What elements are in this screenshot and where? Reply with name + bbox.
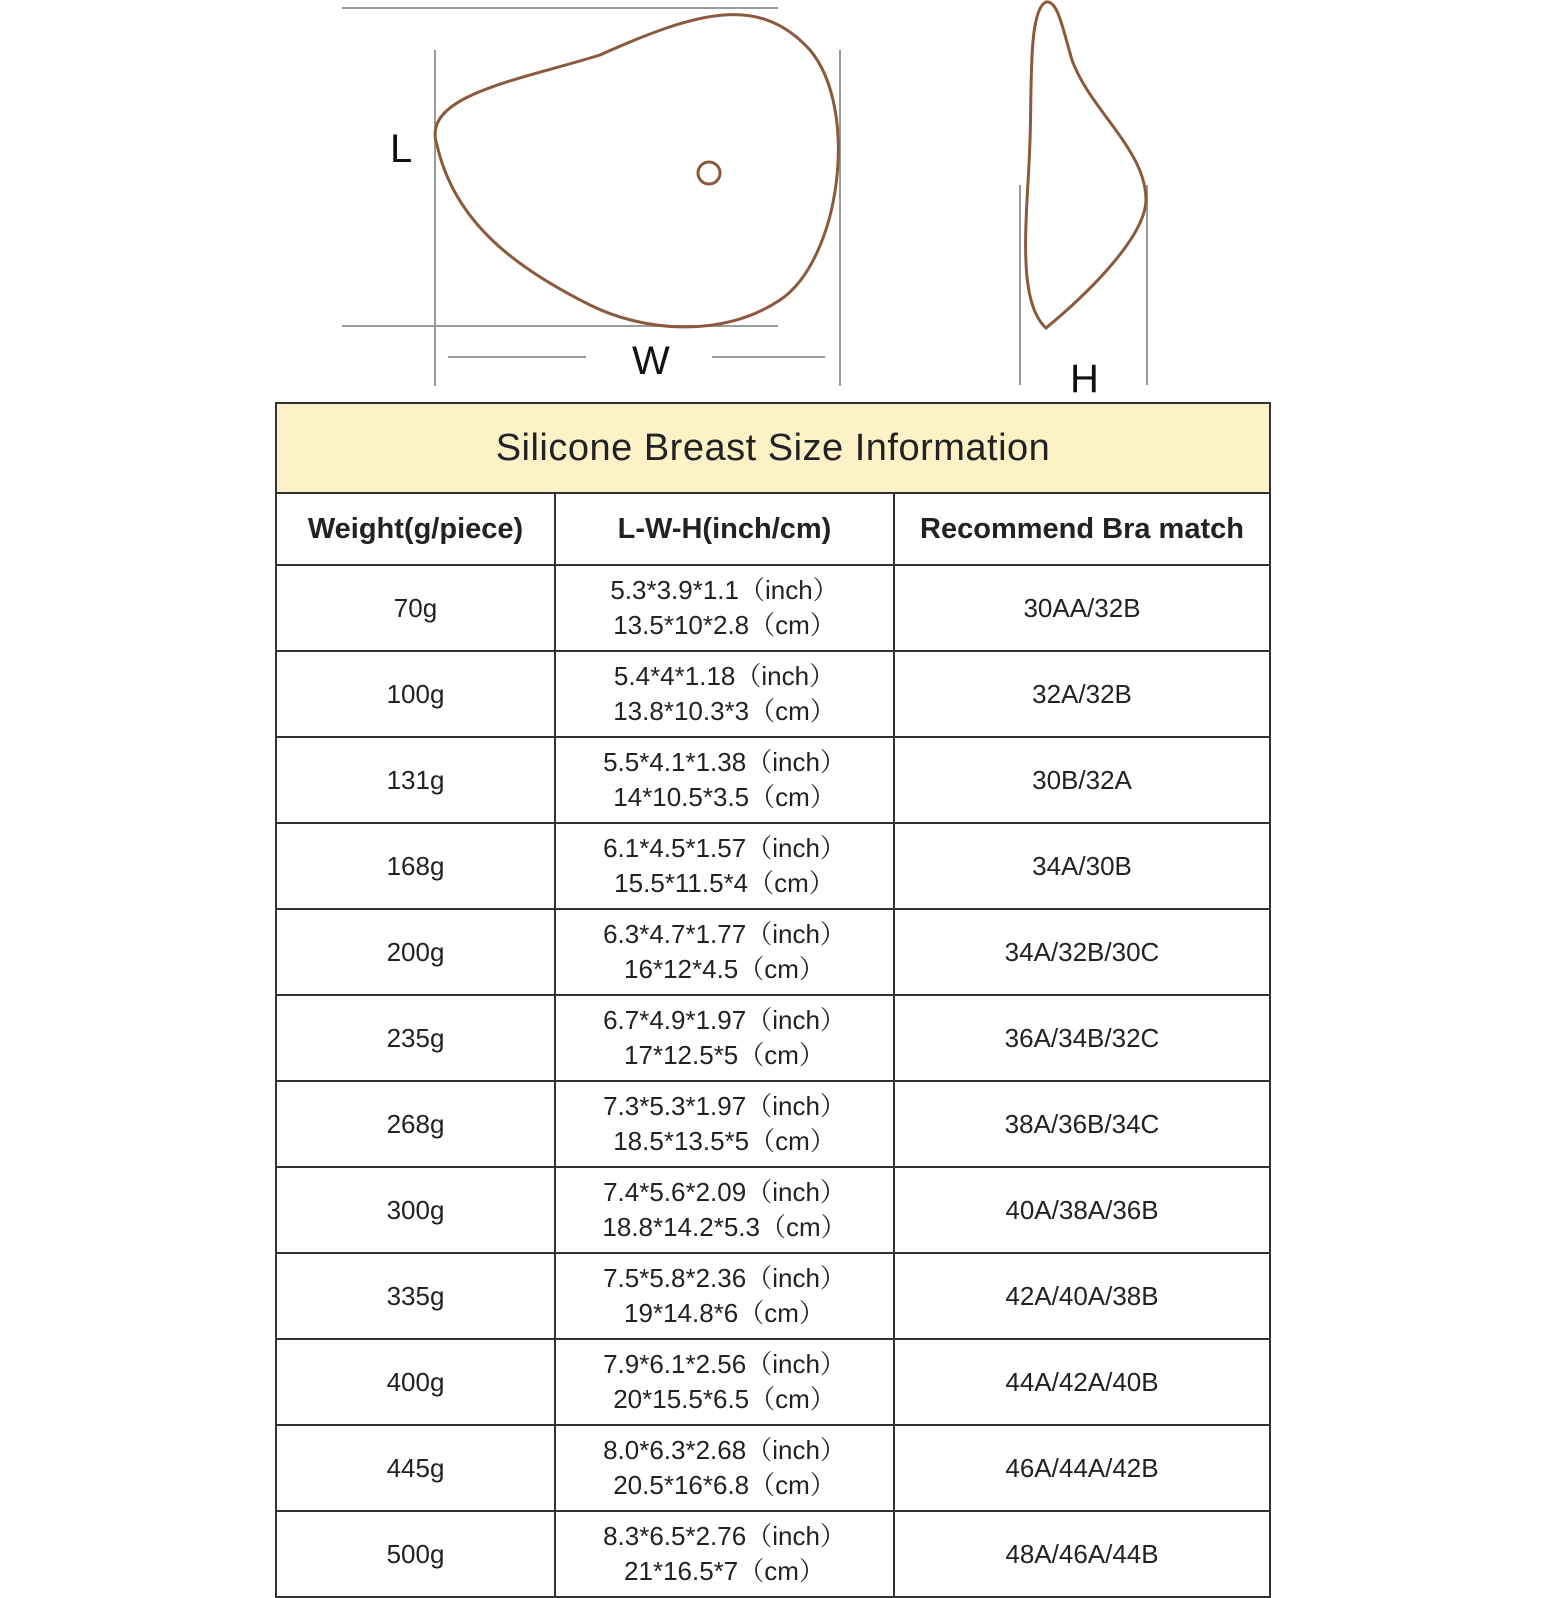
table-row <box>276 1081 1270 1167</box>
dimensions-cell <box>555 737 894 823</box>
header-weight: Weight(g/piece) <box>276 493 555 565</box>
bra-match-cell: 36A/34B/32C <box>894 995 1270 1081</box>
weight-cell: 235g <box>276 995 555 1081</box>
dimensions-cm: 13.8*10.3*3（cm） <box>613 696 836 726</box>
bra-match-cell: 38A/36B/34C <box>894 1081 1270 1167</box>
bra-match-cell: 30B/32A <box>894 737 1270 823</box>
dimensions-cm: 21*16.5*7（cm） <box>624 1556 825 1586</box>
dimensions-inch: 5.3*3.9*1.1（inch） <box>610 575 839 605</box>
table-row <box>276 995 1270 1081</box>
table-row <box>276 565 1270 651</box>
dimensions-inch: 6.3*4.7*1.77（inch） <box>603 919 846 949</box>
bra-match-cell: 40A/38A/36B <box>894 1167 1270 1253</box>
dimensions-inch: 8.3*6.5*2.76（inch） <box>603 1521 846 1551</box>
table-row <box>276 1339 1270 1425</box>
dimensions-inch: 8.0*6.3*2.68（inch） <box>603 1435 846 1465</box>
dimensions-cell <box>555 1081 894 1167</box>
shape-dimension-diagram <box>0 0 1567 400</box>
bra-match-cell: 30AA/32B <box>894 565 1270 651</box>
bra-match-cell: 32A/32B <box>894 651 1270 737</box>
table-row <box>276 909 1270 995</box>
weight-cell: 335g <box>276 1253 555 1339</box>
weight-cell: 168g <box>276 823 555 909</box>
weight-cell: 500g <box>276 1511 555 1597</box>
dimensions-cell <box>555 909 894 995</box>
dimensions-inch: 7.9*6.1*2.56（inch） <box>603 1349 846 1379</box>
front-view-guides <box>342 8 840 386</box>
bra-match-cell: 42A/40A/38B <box>894 1253 1270 1339</box>
weight-cell: 268g <box>276 1081 555 1167</box>
size-table <box>275 402 1271 1598</box>
bra-match-cell: 34A/30B <box>894 823 1270 909</box>
dimensions-cm: 20*15.5*6.5（cm） <box>613 1384 836 1414</box>
weight-cell: 131g <box>276 737 555 823</box>
table-row <box>276 823 1270 909</box>
weight-cell: 70g <box>276 565 555 651</box>
dimensions-cell <box>555 565 894 651</box>
dimensions-inch: 6.1*4.5*1.57（inch） <box>603 833 846 863</box>
table-row <box>276 1253 1270 1339</box>
header-bra-match: Recommend Bra match <box>894 493 1270 565</box>
header-dimensions: L-W-H(inch/cm) <box>555 493 894 565</box>
dimensions-cm: 19*14.8*6（cm） <box>624 1298 825 1328</box>
dimensions-cell <box>555 651 894 737</box>
dimensions-cm: 20.5*16*6.8（cm） <box>613 1470 836 1500</box>
table-row <box>276 1167 1270 1253</box>
dimensions-cell <box>555 1339 894 1425</box>
dimensions-cm: 18.5*13.5*5（cm） <box>613 1126 836 1156</box>
dimensions-cell <box>555 1511 894 1597</box>
dimensions-cell <box>555 995 894 1081</box>
side-view-outline <box>1026 2 1146 328</box>
dimensions-inch: 7.5*5.8*2.36（inch） <box>603 1263 846 1293</box>
weight-cell: 300g <box>276 1167 555 1253</box>
dimensions-cm: 15.5*11.5*4（cm） <box>614 868 835 898</box>
dimensions-cell <box>555 1167 894 1253</box>
table-row <box>276 1425 1270 1511</box>
dimensions-cell <box>555 823 894 909</box>
width-label: W <box>632 339 670 383</box>
bra-match-cell: 34A/32B/30C <box>894 909 1270 995</box>
dimensions-cm: 13.5*10*2.8（cm） <box>613 610 836 640</box>
dimensions-cm: 17*12.5*5（cm） <box>624 1040 825 1070</box>
length-label: L <box>390 127 413 171</box>
dimensions-cell <box>555 1253 894 1339</box>
dimensions-cm: 16*12*4.5（cm） <box>624 954 825 984</box>
bra-match-cell: 46A/44A/42B <box>894 1425 1270 1511</box>
weight-cell: 400g <box>276 1339 555 1425</box>
dimensions-inch: 5.5*4.1*1.38（inch） <box>603 747 846 777</box>
dimensions-inch: 5.4*4*1.18（inch） <box>613 661 836 691</box>
dimensions-cm: 14*10.5*3.5（cm） <box>613 782 836 812</box>
bra-match-cell: 48A/46A/44B <box>894 1511 1270 1597</box>
table-row <box>276 1511 1270 1597</box>
table-row <box>276 651 1270 737</box>
dimensions-cell <box>555 1425 894 1511</box>
weight-cell: 445g <box>276 1425 555 1511</box>
weight-cell: 100g <box>276 651 555 737</box>
bra-match-cell: 44A/42A/40B <box>894 1339 1270 1425</box>
dimensions-cm: 18.8*14.2*5.3（cm） <box>602 1212 847 1242</box>
weight-cell: 200g <box>276 909 555 995</box>
dimensions-inch: 7.3*5.3*1.97（inch） <box>603 1091 846 1121</box>
nipple-marker <box>698 162 720 184</box>
height-label: H <box>1070 357 1099 400</box>
table-body <box>276 565 1270 1597</box>
table-title: Silicone Breast Size Information <box>276 403 1270 493</box>
dimensions-inch: 7.4*5.6*2.09（inch） <box>603 1177 846 1207</box>
front-view-outline <box>435 15 838 327</box>
side-view-guides <box>1020 185 1147 385</box>
table-row <box>276 737 1270 823</box>
dimensions-inch: 6.7*4.9*1.97（inch） <box>603 1005 846 1035</box>
